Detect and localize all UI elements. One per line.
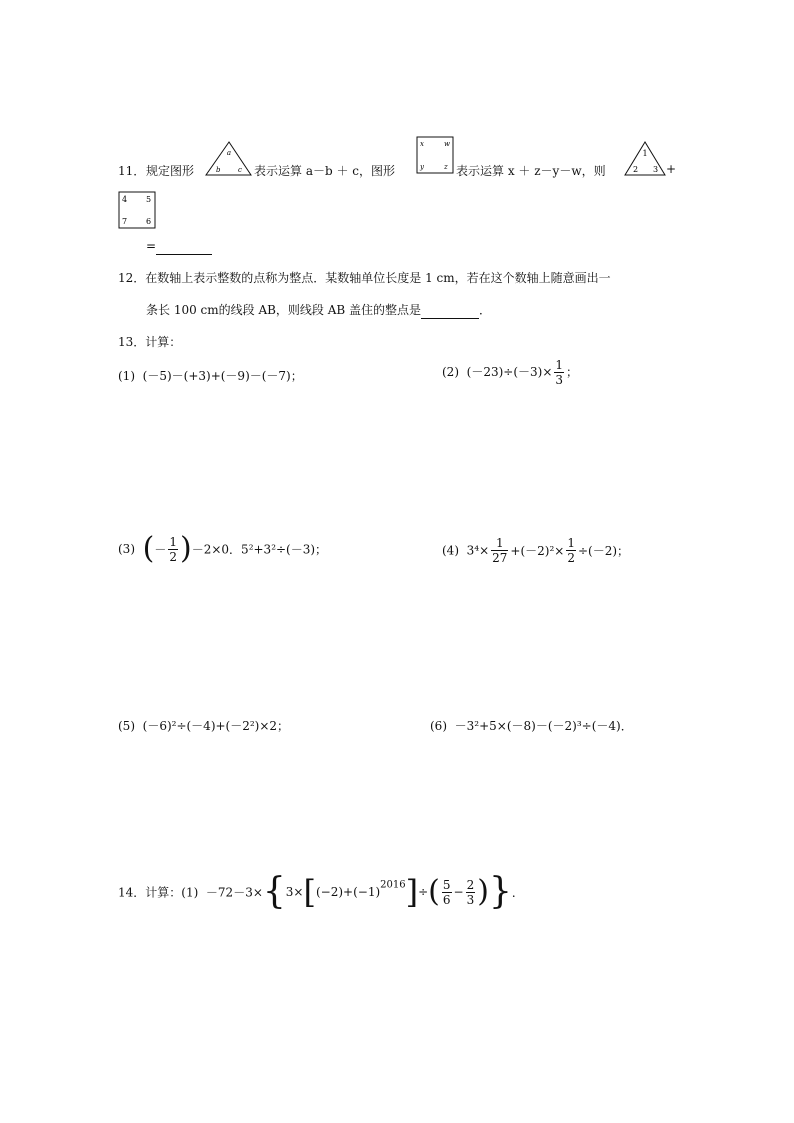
q14-rbrace: }: [488, 871, 512, 912]
q13-p3-label: (3): [118, 542, 135, 556]
square-example-tl: 4: [122, 195, 128, 204]
q11-plus: +: [666, 162, 677, 176]
q13-title: 13．计算：: [118, 335, 182, 349]
q13-p4-num-2: 1: [567, 536, 575, 550]
q13-p2-expr: (－23)÷(－3)×: [466, 365, 553, 379]
q11-number: 11．: [118, 164, 146, 178]
q11-answer-blank[interactable]: [156, 238, 212, 255]
q13-p4-b: +(－2)²×: [510, 544, 565, 558]
q13-p4-num-1: 1: [495, 536, 504, 550]
q13-p1-label: (1): [118, 369, 135, 383]
q12-text-1: 在数轴上表示整数的点称为整点．某数轴单位长度是 1 cm，若在这个数轴上随意画出一: [145, 271, 611, 285]
q12-answer-blank[interactable]: [421, 302, 479, 319]
square-example-figure: [118, 191, 156, 229]
q14-num-1: 5: [442, 877, 451, 892]
square-z-label: z: [444, 163, 448, 171]
q14-lparen: (: [428, 874, 440, 909]
q11-text-b: 表示运算 a－b ＋ c，图形: [254, 164, 396, 178]
q12-end: ．: [479, 303, 492, 317]
q14-title: 14．计算：(1): [118, 885, 199, 900]
triangle-example-top: 1: [642, 149, 648, 158]
q14-end: ．: [511, 885, 524, 900]
question-14: [118, 871, 524, 912]
q13-p3-num: 1: [169, 534, 178, 549]
q11-text-c: 表示运算 x ＋ z－y－w，则: [456, 164, 606, 178]
q14-exponent: 2016: [380, 879, 406, 891]
question-11: [118, 140, 678, 190]
square-x-label: x: [420, 140, 424, 148]
q14-lbracket: [: [303, 873, 316, 911]
square-y-label: y: [420, 163, 424, 171]
q13-p4-den-1: 27: [492, 551, 508, 565]
q13-p2-end: ；: [566, 365, 579, 379]
q11-answer-line: [146, 238, 212, 255]
q12-line-2: [146, 302, 491, 319]
q13-p2-num: 1: [555, 358, 564, 372]
q14-c: (−2)+(−1): [315, 885, 381, 899]
triangle-shape-figure: [204, 140, 254, 178]
q11-text-a: 规定图形: [146, 164, 195, 178]
q13-p3-lparen: (: [142, 531, 155, 566]
q14-rparen: ): [477, 874, 489, 909]
q13-p4-label: (4): [442, 543, 459, 558]
triangle-a-label: a: [226, 149, 232, 157]
triangle-example-left: 2: [633, 165, 639, 174]
q14-div: ÷: [418, 885, 429, 899]
q13-p4-a: 3⁴×: [466, 543, 490, 558]
square-example-tr: 5: [146, 195, 152, 204]
q14-a: －72－3×: [205, 885, 263, 900]
triangle-c-label: c: [238, 166, 242, 174]
q14-b: 3×: [285, 885, 304, 899]
q13-p2-label: (2): [442, 365, 459, 379]
q13-part-1: [118, 368, 303, 384]
q11-equals: =: [146, 239, 157, 253]
q13-p5-expr: (－6)²÷(－4)+(－2²)×2；: [142, 719, 290, 733]
q14-minus: −: [453, 885, 464, 899]
triangle-b-label: b: [216, 166, 221, 174]
q14-lbrace: {: [262, 871, 286, 912]
triangle-example-right: 3: [653, 165, 659, 174]
triangle-example-figure: [623, 140, 667, 178]
q13-p3-den: 2: [169, 549, 178, 564]
q13-p3-rparen: ): [180, 531, 192, 566]
q13-p4-den-2: 2: [567, 551, 575, 565]
q13-p3-rest: －2×0．5²+3²÷(－3)；: [191, 542, 328, 557]
q12-number: 12．: [118, 271, 146, 285]
q13-part-6: [430, 718, 633, 734]
q14-rbracket: ]: [405, 873, 419, 911]
q14-den-2: 3: [466, 892, 475, 907]
q14-fraction-1: [442, 878, 452, 907]
q14-fraction-2: [466, 878, 476, 907]
square-shape-figure: [416, 136, 454, 174]
q13-part-5: [118, 718, 289, 734]
q13-part-2: [442, 358, 578, 387]
q13-p6-expr: －3²+5×(－8)－(－2)³÷(－4)．: [454, 719, 633, 733]
q13-p3-fraction: [168, 535, 178, 564]
q13-p5-label: (5): [118, 719, 135, 733]
square-example-br: 6: [146, 217, 152, 226]
q13-p4-fraction-2: [566, 536, 576, 565]
q13-p6-label: (6): [430, 719, 447, 733]
q13-p2-den: 3: [555, 373, 564, 387]
q14-num-2: 2: [466, 877, 475, 892]
q12-line-1: [118, 270, 611, 286]
q13-p4-c: ÷(－2)；: [577, 544, 630, 558]
q13-part-3: [118, 531, 328, 566]
q13-p3-minus: －: [154, 542, 167, 557]
q14-den-1: 6: [442, 892, 451, 907]
q13-p1-expr: (－5)－(+3)+(－9)－(－7)；: [142, 369, 303, 383]
q12-text-2: 条长 100 cm的线段 AB，则线段 AB 盖住的整点是: [146, 303, 422, 317]
square-w-label: w: [444, 140, 450, 148]
q13-p2-fraction: [554, 358, 564, 387]
q13-p4-fraction-1: [491, 536, 508, 565]
q13-part-4: [442, 536, 629, 565]
square-example-bl: 7: [122, 217, 128, 226]
